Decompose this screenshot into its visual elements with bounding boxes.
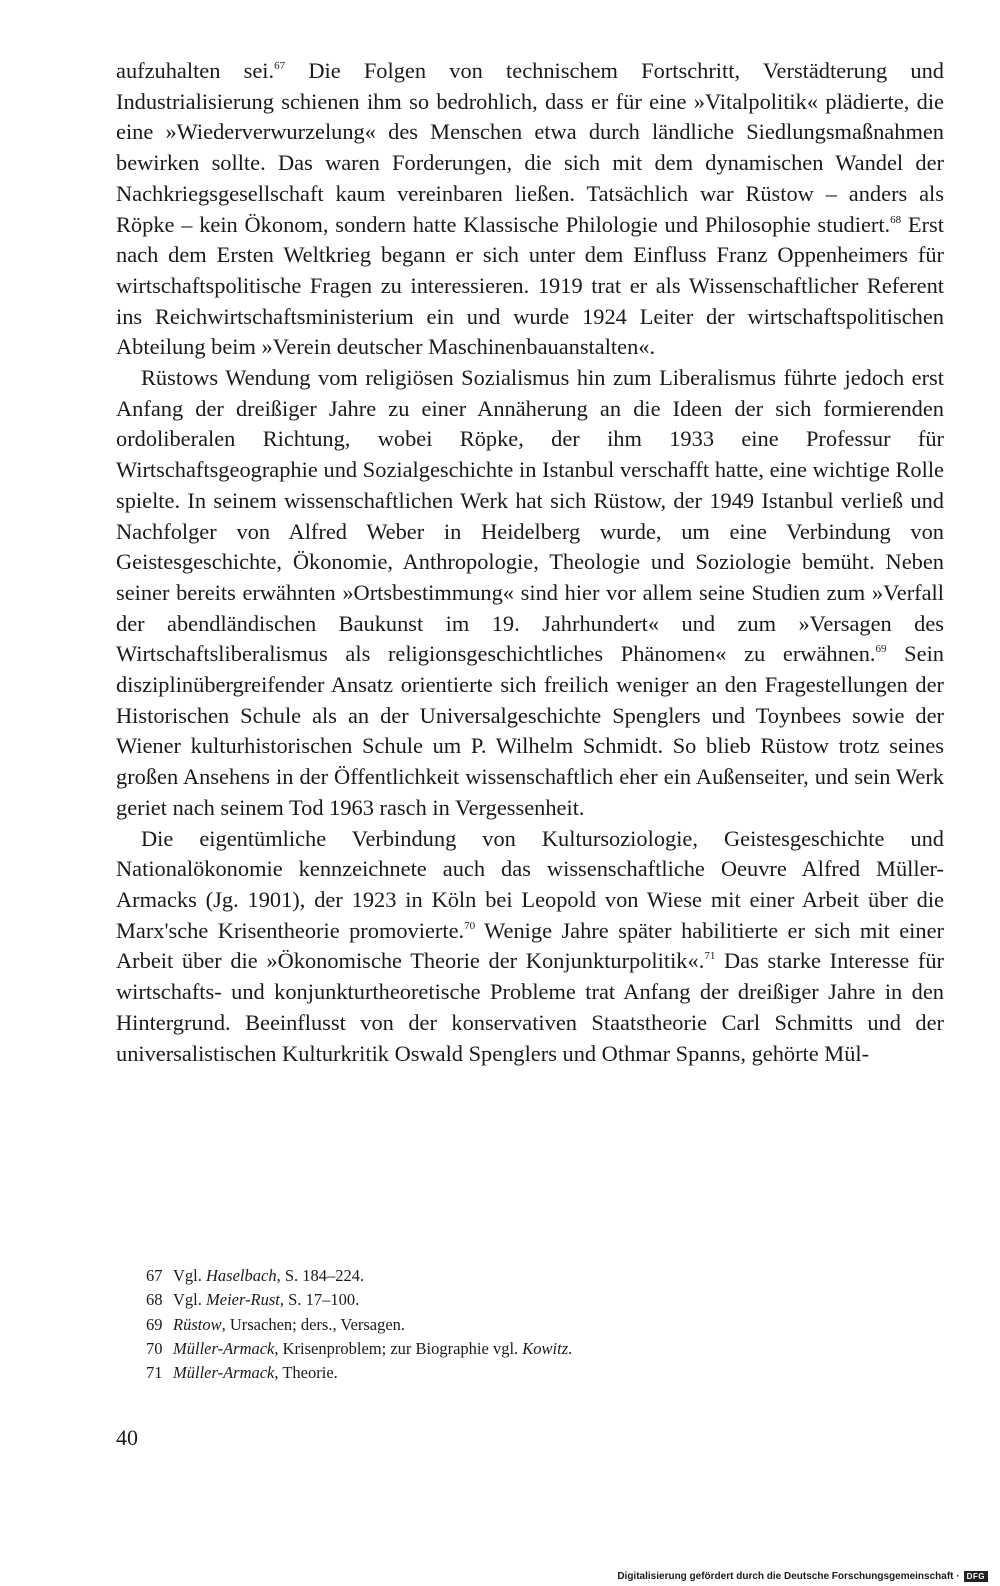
text-run: , Ursachen; ders., Versagen. (221, 1314, 406, 1334)
footnote (146, 1361, 846, 1385)
italic-author: Müller-Armack (173, 1363, 275, 1383)
paragraph (116, 824, 944, 1070)
main-text (116, 56, 944, 1069)
text-run: , Theorie. (274, 1363, 338, 1383)
page-number: 40 (116, 1425, 138, 1450)
credit-text: Digitalisierung gefördert durch die Deutsche Forschungsgemeinschaft · (617, 1571, 960, 1582)
text-run: Vgl. (173, 1266, 206, 1285)
footnote-number: 67 (146, 1266, 163, 1285)
text-run: Erst nach dem Ersten Weltkrieg begann er sich unter dem Einfluss Franz Oppenheimers für wirtschaftspolitische Fragen zu interessieren. 1919 trat er als Wissenschaftlicher Referent ins Reichwirtschaftsministerium ein und wurde 1924 Leiter der wirtschaftspolitischen Abteilung beim »Verein deutscher Maschinenbauanstalten«. (116, 211, 944, 360)
text-run: Das starke Interesse für wirtschafts- und konjunkturtheoretische Probleme trat Anfang der dreißiger Jahre in den Hintergrund. Beeinflusst von der konservativen Staatstheorie Carl Schmitts und der universalistischen Kulturkritik Oswald Spenglers und Othmar Spanns, gehörte Mül- (116, 948, 944, 1066)
footnote (146, 1337, 846, 1361)
text-run: . (568, 1338, 573, 1358)
footnote-number: 69 (146, 1314, 163, 1334)
text-run: Wenige Jahre später habilitierte er sich mit einer Arbeit über die »Ökonomische Theorie der Konjunkturpolitik«. (116, 917, 944, 974)
footnote (146, 1288, 846, 1312)
text-run: aufzuhalten sei. (116, 58, 275, 83)
text-run: , S. 17–100. (279, 1290, 360, 1310)
digitization-credit (617, 1571, 988, 1582)
text-run: Die Folgen von technischem Fortschritt, Verstädterung und Industrialisierung schienen ihm so bedrohlich, dass er für eine »Vitalpolitik« plädierte, die eine »Wiederverwurzelung« des Menschen etwa durch ländliche Siedlungsmaßnahmen bewirken sollte. Das waren Forderungen, die sich mit dem dynamischen Wandel der Nachkriegsgesellschaft kaum vereinbaren ließen. Tatsächlich war Rüstow – anders als Röpke – kein Ökonom, sondern hatte Klassische Philologie und Philosophie studiert. (116, 58, 944, 237)
footnotes (146, 1264, 846, 1385)
text-run: , Krisenproblem; zur Biographie vgl. (274, 1338, 523, 1358)
footnote-number: 70 (146, 1338, 163, 1358)
text-run: , S. 184–224. (276, 1266, 365, 1285)
paragraph (116, 363, 944, 824)
italic-author: Rüstow (173, 1314, 222, 1334)
footnote-ref: 67 (274, 60, 286, 72)
italic-author: Haselbach (206, 1266, 277, 1285)
text-run: Vgl. (173, 1290, 206, 1310)
text-run: Rüstows Wendung vom religiösen Sozialismus hin zum Liberalismus führte jedoch erst Anfang der dreißiger Jahre zu einer Annäherung an die Ideen der sich formierenden ordoliberalen Richtung, wobei Röpke, der ihm 1933 eine Professur für Wirtschaftsgeographie und Sozialgeschichte in Istanbul verschafft hatte, eine wichtige Rolle spielte. In seinem wissenschaftlichen Werk hat sich Rüstow, der 1949 Istanbul verließ und Nachfolger von Alfred Weber in Heidelberg wurde, um eine Verbindung von Geistesgeschichte, Ökonomie, Anthropologie, Theologie und Soziologie bemüht. Neben seiner bereits erwähnten »Ortsbestimmung« sind hier vor allem seine Studien zum »Verfall der abendländischen Baukunst im 19. Jahrhundert« und zum »Versagen des Wirtschaftsliberalismus als religionsgeschichtliches Phänomen« zu erwähnen. (116, 365, 944, 667)
text-run: Sein disziplinübergreifender Ansatz orientierte sich freilich weniger an den Fragestellungen der Historischen Schule als an der Universalgeschichte Spenglers und Toynbees sowie der Wiener kulturhistorischen Schule um P. Wilhelm Schmidt. So blieb Rüstow trotz seines großen Ansehens in der Öffentlichkeit wissenschaftlich eher ein Außenseiter, und sein Werk geriet nach seinem Tod 1963 rasch in Vergessenheit. (116, 641, 944, 820)
footnote (146, 1264, 846, 1288)
footnote-ref: 70 (464, 919, 476, 932)
italic-author: Meier-Rust (206, 1290, 280, 1310)
dfg-logo: DFG (964, 1571, 988, 1582)
text-run: Die eigentümliche Verbindung von Kultursoziologie, Geistesgeschichte und Nationalökonomie kennzeichnete auch das wissenschaftliche Oeuvre Alfred Müller-Armacks (Jg. 1901), der 1923 in Köln bei Leopold von Wiese mit einer Arbeit über die Marx'sche Krisentheorie promovierte. (116, 825, 944, 943)
italic-author: Müller-Armack (173, 1338, 275, 1358)
footnote-ref: 68 (890, 213, 902, 226)
footnote-ref: 69 (875, 643, 887, 656)
paragraph (116, 56, 944, 363)
footnote-number: 68 (146, 1290, 163, 1310)
italic-author: Kowitz (522, 1338, 569, 1358)
footnote-number: 71 (146, 1363, 163, 1383)
footnote-ref: 71 (704, 950, 716, 963)
footnote (146, 1313, 846, 1337)
